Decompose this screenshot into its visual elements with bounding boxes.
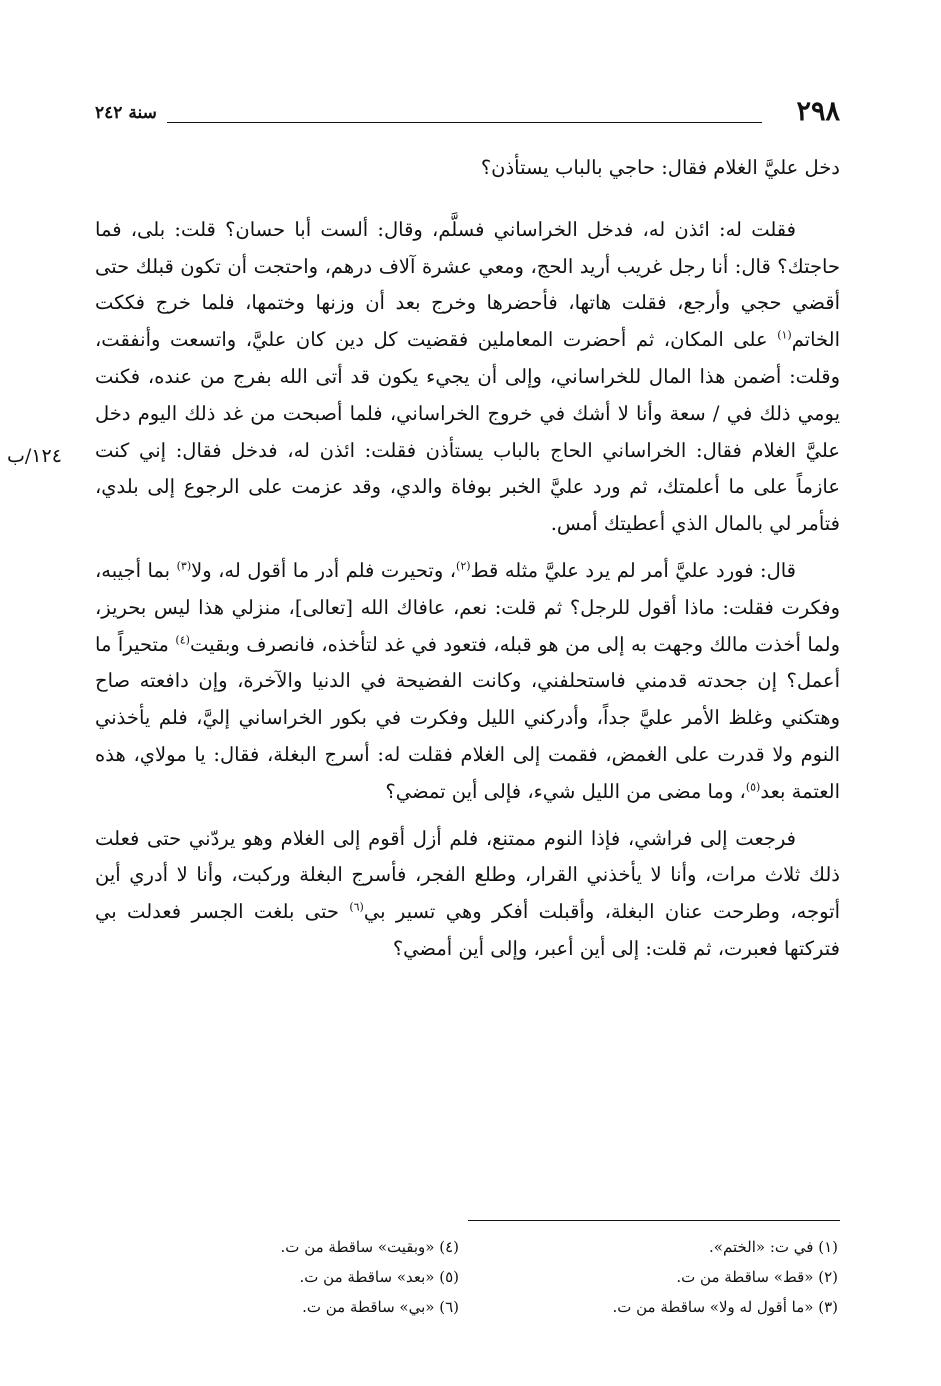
paragraph-text: ، وتحيرت فلم أدر ما أقول له، ولا bbox=[191, 558, 457, 582]
paragraph-1 bbox=[95, 150, 840, 187]
paragraph-text: بما أجيبه، وفكرت فقلت: ماذا أقول للرجل؟ ثم قلت: نعم، عافاك الله [تعالى]، منزلي هذا ليس بحريز، ولما أخذت مالك وجهت به إلى من هو قبله، فتعود في غد لتأخذه، فانصرف وبقيت bbox=[95, 558, 840, 656]
footnote-ref: (٤) bbox=[175, 633, 190, 647]
footnote-1: (١) في ت: «الختم». bbox=[709, 1238, 838, 1256]
margin-folio-note: ١٢٤/ب bbox=[7, 445, 62, 467]
footnote-ref: (١) bbox=[777, 328, 792, 342]
footnote-3: (٣) «ما أقول له ولا» ساقطة من ت. bbox=[612, 1298, 838, 1316]
paragraph-text: متحيراً ما أعمل؟ إن جحدته قدمني فاستحلفني، وكانت الفضيحة في الدنيا والآخرة، وإن دافعته صاح وهتكني وغلظ الأمر عليَّ جداً، وأدركني الليل وفكرت في بكور الخراساني إليَّ، فلم يأخذني النوم ولا قدرت على الغمض، فقمت إلى الغلام فقلت له: أسرج البغلة، فقال: يا مولاي، هذه العتمة بعد bbox=[95, 632, 840, 803]
paragraph-2 bbox=[95, 212, 840, 543]
footnote-rule bbox=[468, 1220, 840, 1221]
paragraph-text: على المكان، ثم أحضرت المعاملين فقضيت كل دين كان عليَّ، واتسعت وأنفقت، وقلت: أضمن هذا المال للخراساني، وإلى أن يجيء يكون قد أتى الله بفرج من عنده، فكنت يومي ذلك في / سعة وأنا لا أشك في خروج الخراساني، فلما أصبحت من غد ذلك اليوم دخل عليَّ الغلام فقال: الخراساني الحاج بالباب يستأذن فقلت: ائذن له، فدخل فقال: إني كنت عازماً على ما أعلمتك، ثم ورد عليَّ الخبر بوفاة والدي، وقد عزمت على الرجوع إلى بلدي، فتأمر لي بالمال الذي أعطيتك أمس. bbox=[95, 328, 840, 536]
page-header bbox=[95, 96, 840, 136]
paragraph-text: ، وما مضى من الليل شيء، فإلى أين تمضي؟ bbox=[385, 779, 746, 803]
main-text bbox=[7, 150, 841, 968]
page-number: ٢٩٨ bbox=[796, 96, 840, 127]
paragraph-text: دخل عليَّ الغلام فقال: حاجي بالباب يستأذن؟ bbox=[480, 156, 840, 179]
paragraph-4 bbox=[95, 821, 840, 968]
footnote-ref: (٣) bbox=[176, 559, 192, 573]
footnote-2: (٢) «قط» ساقطة من ت. bbox=[676, 1268, 838, 1286]
paragraph-text: قال: فورد عليَّ أمر لم يرد عليَّ مثله قط bbox=[470, 558, 796, 582]
footnote-ref: (٥) bbox=[745, 780, 761, 794]
paragraph-text: حتى بلغت الجسر فعدلت بي فتركتها فعبرت، ثم قلت: إلى أين أعبر، وإلى أين أمضي؟ bbox=[95, 900, 840, 960]
footnote-ref: (٦) bbox=[349, 900, 364, 914]
footnote-4: (٤) «وبقيت» ساقطة من ت. bbox=[280, 1238, 459, 1256]
footnote-ref: (٢) bbox=[456, 559, 471, 573]
footnote-5: (٥) «بعد» ساقطة من ت. bbox=[299, 1268, 459, 1286]
paragraph-text: فرجعت إلى فراشي، فإذا النوم ممتنع، فلم أزل أقوم إلى الغلام وهو يردّني حتى فعلت ذلك ثلاث مرات، وأنا لا يأخذني القرار، وطلع الفجر، فأسرج البغلة وركبت، وأنا لا أدري أين أتوجه، وطرحت عنان البغلة، وأقبلت أفكر وهي تسير بي bbox=[95, 826, 841, 924]
paragraph-text: فقلت له: ائذن له، فدخل الخراساني فسلَّم، وقال: ألست أبا حسان؟ قلت: بلى، فما حاجتك؟ قال: أنا رجل غريب أريد الحج، ومعي عشرة آلاف درهم، واحتجت أن تكون قبلك حتى أقضي حجي وأرجع، فقلت هاتها، فأحضرها وخرج بعد أن وزنها وختمها، فلما خرج فككت الخاتم bbox=[95, 217, 840, 352]
running-head-year: سنة ٢٤٢ bbox=[95, 103, 157, 123]
footnote-6: (٦) «بي» ساقطة من ت. bbox=[302, 1298, 459, 1316]
paragraph-3 bbox=[95, 553, 840, 811]
header-rule bbox=[167, 122, 762, 123]
